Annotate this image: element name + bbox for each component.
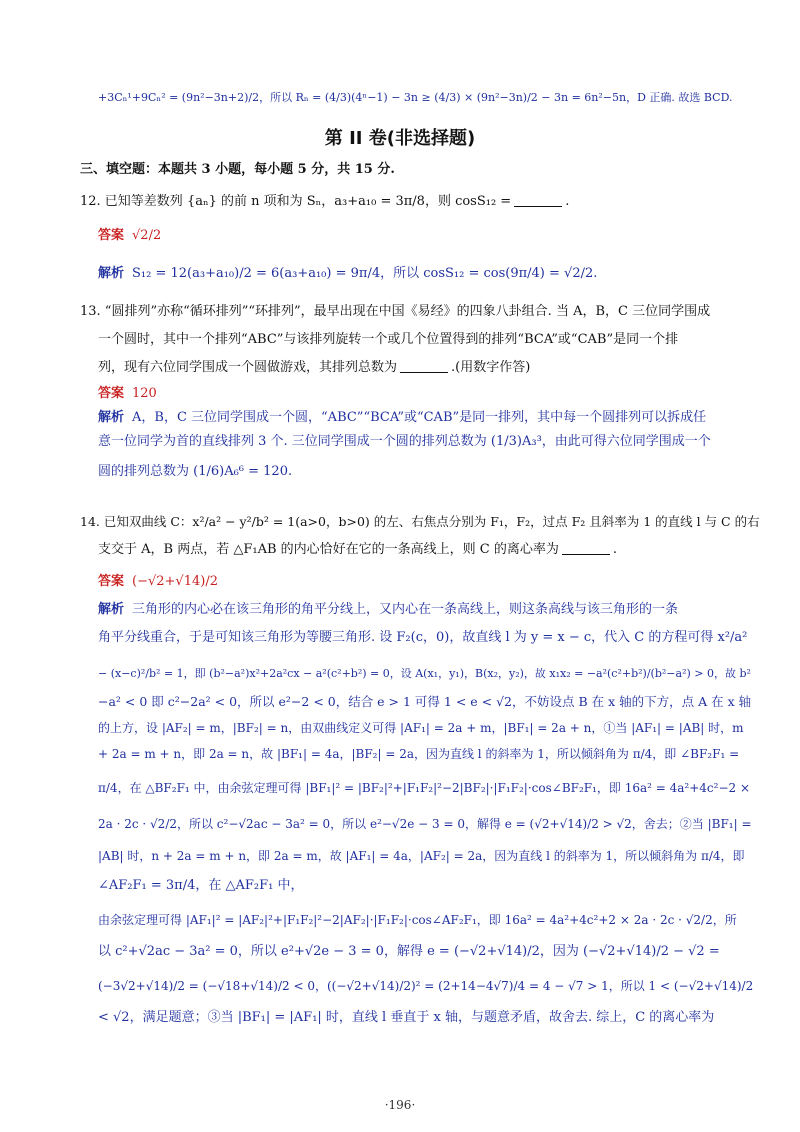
question-14-answer bbox=[98, 572, 760, 592]
question-13-line-2: 一个圆时，其中一个排列“ABC”与该排列旋转一个或几个位置得到的排列“BCA”或“CAB”是同一个排 bbox=[98, 332, 679, 347]
analysis-label: 解析 bbox=[98, 410, 125, 425]
answer-label: 答案 bbox=[98, 386, 125, 401]
continued-solution-line: +3Cₙ¹+9Cₙ² = (9n²−3n+2)/2，所以 Rₙ = (4/3)(4ⁿ−1) − 3n ≥ (4/3) × (9n²−3n)/2 − 3n = 6n²−5n，D 正确. 故选 BCD. bbox=[98, 91, 733, 104]
question-14-analysis-line-9: |AB| 时，n + 2a = m + n，即 2a = m，故 |AF₁| = 4a，|AF₂| = 2a，因为直线 l 的斜率为 1，所以倾斜角为 π/4，即 bbox=[98, 849, 745, 863]
answer-value: 120 bbox=[132, 386, 157, 401]
question-13-line-3 bbox=[98, 358, 760, 378]
question-14-end: . bbox=[612, 542, 617, 557]
question-12-end: . bbox=[565, 194, 570, 209]
question-14-analysis-line-6: + 2a = m + n，即 2a = n，故 |BF₁| = 4a，|BF₂| = 2a，因为直线 l 的斜率为 1，所以倾斜角为 π/4，即 ∠BF₂F₁ = bbox=[98, 747, 740, 761]
question-13-analysis-line-1 bbox=[98, 408, 760, 428]
question-13-end: .(用数字作答) bbox=[451, 360, 531, 375]
question-14-text: 支交于 A，B 两点，若 △F₁AB 的内心恰好在它的一条高线上，则 C 的离心率为 bbox=[98, 542, 559, 557]
analysis-text: S₁₂ = 12(a₃+a₁₀)/2 = 6(a₃+a₁₀) = 9π/4，所以 cosS₁₂ = cos(9π/4) = √2/2. bbox=[132, 266, 598, 281]
question-14-analysis-line-12: 以 c²+√2ac − 3a² = 0，所以 e²+√2e − 3 = 0，解得 e = (−√2+√14)/2，因为 (−√2+√14)/2 − √2 = bbox=[98, 944, 720, 959]
question-14-analysis-line-10: ∠AF₂F₁ = 3π/4，在 △AF₂F₁ 中， bbox=[98, 878, 304, 893]
question-14-analysis-line-4: −a² < 0 即 c²−2a² < 0，所以 e²−2 < 0，结合 e > 1 可得 1 < e < √2，不妨设点 B 在 x 轴的下方，点 A 在 x 轴 bbox=[98, 694, 752, 709]
question-12-text: 12. 已知等差数列 {aₙ} 的前 n 项和为 Sₙ，a₃+a₁₀ = 3π/8，则 cosS₁₂ = bbox=[80, 194, 512, 209]
question-12-stem bbox=[80, 192, 760, 212]
question-14-line-1: 14. 已知双曲线 C：x²/a² − y²/b² = 1(a>0，b>0) 的左、右焦点分别为 F₁，F₂，过点 F₂ 且斜率为 1 的直线 l 与 C 的右 bbox=[80, 514, 760, 529]
answer-value: (−√2+√14)/2 bbox=[132, 574, 218, 589]
question-14-analysis-line-2: 角平分线重合，于是可知该三角形为等腰三角形. 设 F₂(c，0)，故直线 l 为 y = x − c，代入 C 的方程可得 x²/a² bbox=[98, 630, 748, 645]
question-13-answer bbox=[98, 384, 760, 404]
question-14-analysis-line-11: 由余弦定理可得 |AF₁|² = |AF₂|²+|F₁F₂|²−2|AF₂|·|F₁F₂|·cos∠AF₂F₁，即 16a² = 4a²+4c²+2 × 2a · 2c · √2/2，所 bbox=[98, 913, 737, 927]
answer-label: 答案 bbox=[98, 228, 125, 243]
analysis-label: 解析 bbox=[98, 602, 125, 617]
analysis-text: 三角形的内心必在该三角形的角平分线上，又内心在一条高线上，则这条高线与该三角形的一条 bbox=[132, 602, 679, 617]
question-14-analysis-line-7: π/4，在 △BF₂F₁ 中，由余弦定理可得 |BF₁|² = |BF₂|²+|F₁F₂|²−2|BF₂|·|F₁F₂|·cos∠BF₂F₁，即 16a² = 4a²+4c²−2 × bbox=[98, 781, 751, 795]
answer-blank bbox=[400, 358, 448, 373]
question-12-answer bbox=[98, 226, 760, 246]
part-heading: 三、填空题：本题共 3 小题，每小题 5 分，共 15 分. bbox=[80, 162, 395, 177]
question-14-analysis-line-3: − (x−c)²/b² = 1，即 (b²−a²)x²+2a²cx − a²(c²+b²) = 0，设 A(x₁，y₁)，B(x₂，y₂)，故 x₁x₂ = −a²(c²+b²)/(b²−a²) > 0，故 b² bbox=[98, 667, 751, 680]
question-14-line-2 bbox=[98, 540, 760, 560]
page-number: ·196· bbox=[384, 1098, 416, 1112]
question-12-analysis bbox=[98, 264, 760, 284]
section-title: 第 II 卷(非选择题) bbox=[324, 128, 476, 149]
analysis-label: 解析 bbox=[98, 266, 125, 281]
question-14-analysis-line-8: 2a · 2c · √2/2，所以 c²−√2ac − 3a² = 0，所以 e²−√2e − 3 = 0，解得 e = (√2+√14)/2 > √2，舍去；②当 |BF₁| = bbox=[98, 817, 752, 831]
question-13-analysis-line-2: 意一位同学为首的直线排列 3 个. 三位同学围成一个圆的排列总数为 (1/3)A₃³，由此可得六位同学围成一个 bbox=[98, 434, 711, 449]
question-14-analysis-line-5: 的上方，设 |AF₂| = m，|BF₂| = n，由双曲线定义可得 |AF₁| = 2a + m，|BF₁| = 2a + n，①当 |AF₁| = |AB| 时，m bbox=[98, 721, 744, 735]
question-14-analysis-line-1 bbox=[98, 600, 760, 620]
answer-label: 答案 bbox=[98, 574, 125, 589]
answer-value: √2/2 bbox=[132, 228, 162, 243]
question-13-text: 列，现有六位同学围成一个圆做游戏，其排列总数为 bbox=[98, 360, 398, 375]
answer-blank bbox=[514, 192, 562, 207]
analysis-text: A，B，C 三位同学围成一个圆，“ABC”“BCA”或“CAB”是同一排列，其中每一个圆排列可以拆成任 bbox=[132, 410, 707, 425]
question-14-analysis-line-14: < √2，满足题意；③当 |BF₁| = |AF₁| 时，直线 l 垂直于 x 轴，与题意矛盾，故舍去. 综上，C 的离心率为 bbox=[98, 1010, 715, 1025]
question-13-line-1: 13. “圆排列”亦称“循环排列”“环排列”，最早出现在中国《易经》的四象八卦组合. 当 A，B，C 三位同学围成 bbox=[80, 304, 711, 319]
answer-blank bbox=[562, 540, 610, 555]
question-13-analysis-line-3: 圆的排列总数为 (1/6)A₆⁶ = 120. bbox=[98, 464, 293, 479]
question-14-analysis-line-13: (−3√2+√14)/2 = (−√18+√14)/2 < 0，((−√2+√14)/2)² = (2+14−4√7)/4 = 4 − √7 > 1，所以 1 < (−√2+√14)/2 bbox=[98, 979, 754, 993]
